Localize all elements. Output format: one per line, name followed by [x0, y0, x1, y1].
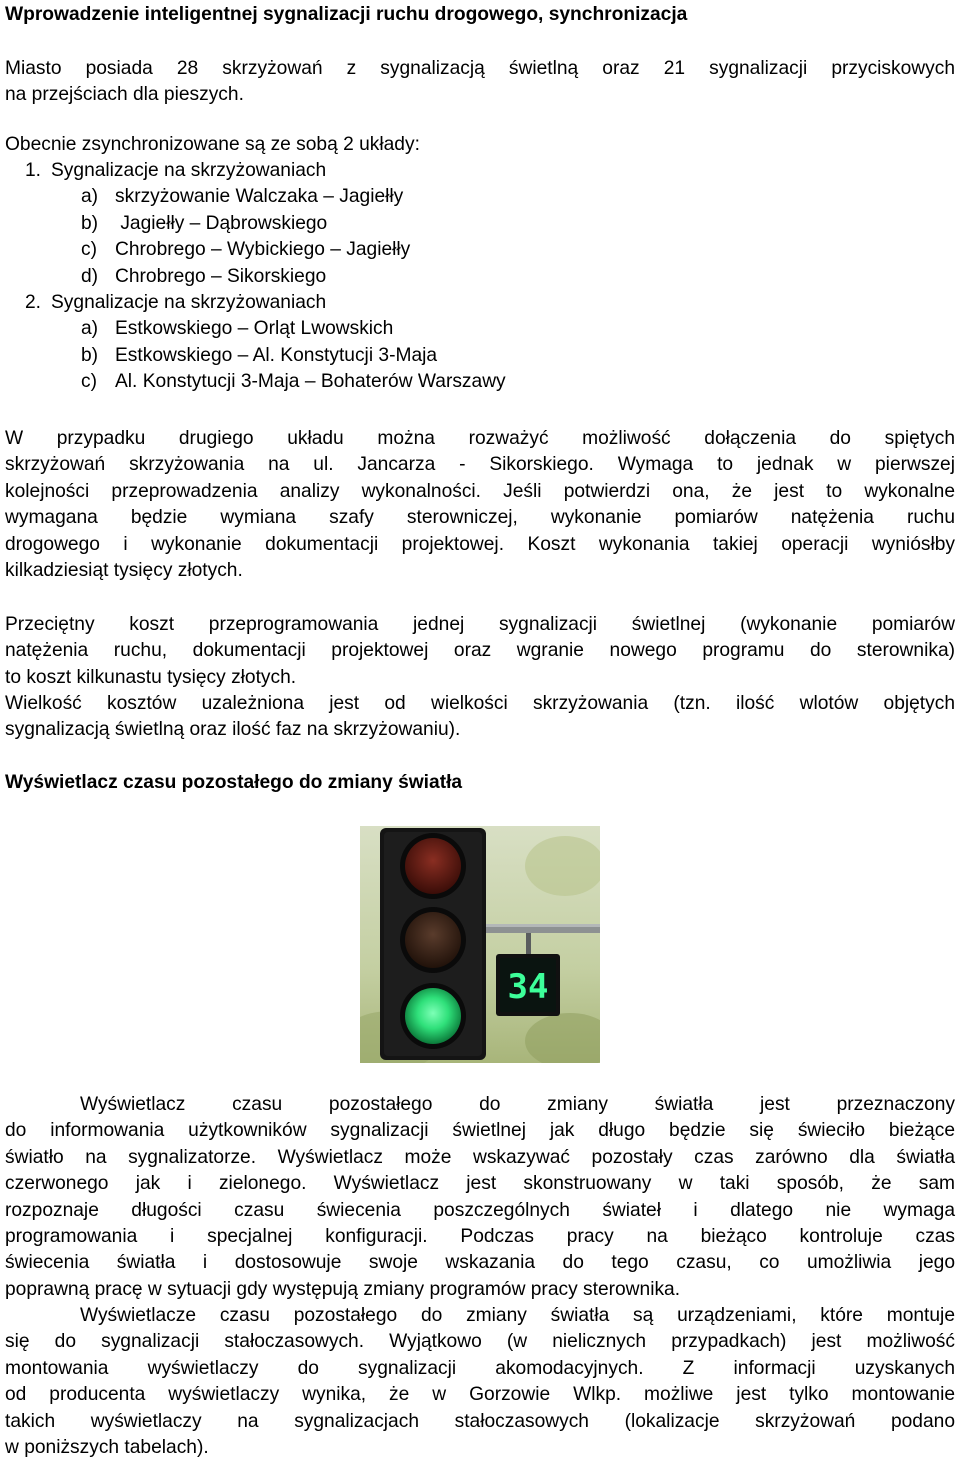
text-line: czerwonego jak i zielonego. Wyświetlacz jest skonstruowany w taki sposób, że sam	[5, 1173, 955, 1195]
text-line: na przejściach dla pieszych.	[5, 84, 244, 106]
list-letter: b)	[81, 344, 99, 366]
countdown-digits: 34	[507, 967, 549, 1007]
sync-intro: Obecnie zsynchronizowane są ze sobą 2 układy:	[5, 134, 420, 155]
list-number: 1.	[24, 160, 41, 181]
list-item	[5, 369, 506, 395]
text-line: wymagana będzie wymiana szafy sterowniczej, wykonanie pomiarów natężenia ruchu	[5, 507, 955, 529]
text-line: takich wyświetlaczy na sygnalizacjach stałoczasowych (lokalizacje skrzyżowań podano	[5, 1410, 955, 1432]
section-heading: Wyświetlacz czasu pozostałego do zmiany światła	[5, 772, 463, 793]
text-line: sygnalizacją świetlną oraz ilość faz na skrzyżowaniu).	[5, 719, 461, 741]
display-paragraph	[5, 1092, 955, 1303]
list-letter: a)	[81, 186, 99, 208]
second-system-paragraph	[5, 426, 955, 584]
text-line: kilkadziesiąt tysięcy złotych.	[5, 560, 243, 582]
intersection-name: Estkowskiego – Al. Konstytucji 3-Maja	[115, 344, 438, 366]
intersection-name: Jagiełły – Dąbrowskiego	[115, 212, 328, 234]
text-line-content: Wyświetlacze czasu pozostałego do zmiany światła są urządzeniami, które montuje	[80, 1305, 955, 1326]
list-number: 2.	[24, 292, 41, 314]
text-line: natężenia ruchu, dokumentacji projektowej oraz wgranie nowego programu do sterownika)	[5, 640, 955, 662]
systems-list	[5, 158, 506, 396]
red-lamp	[405, 838, 461, 894]
text-line: poprawną pracę w sytuacji gdy występują zmiany programów pracy sterownika.	[5, 1278, 681, 1300]
text-line: do informowania użytkowników sygnalizacji świetlnej jak długo będzie się świeciło bieżące	[5, 1120, 955, 1142]
mount-paragraph	[5, 1303, 955, 1461]
list-letter: b)	[81, 212, 99, 234]
list-letter: d)	[81, 265, 99, 287]
text-line	[5, 1092, 955, 1118]
list-item	[5, 343, 506, 369]
system-item	[5, 158, 506, 184]
text-line: W przypadku drugiego układu można rozważyć możliwość dołączenia do spiętych	[5, 428, 955, 449]
list-item	[5, 184, 506, 210]
text-line: Wielkość kosztów uzależniona jest od wielkości skrzyżowania (tzn. ilość wlotów objętych	[5, 693, 955, 714]
text-line: się do sygnalizacji stałoczasowych. Wyjątkowo (w nielicznych przypadkach) jest możliwość	[5, 1331, 955, 1353]
traffic-light-photo	[360, 826, 600, 1063]
text-line: świecenia światła i dostosowuje swoje wskazania do tego czasu, co umożliwia jego	[5, 1252, 955, 1274]
cost-paragraph	[5, 612, 955, 691]
system-label: Sygnalizacje na skrzyżowaniach	[51, 160, 327, 181]
text-line: Przeciętny koszt przeprogramowania jednej sygnalizacji świetlnej (wykonanie pomiarów	[5, 614, 955, 635]
intersection-name: Chrobrego – Sikorskiego	[115, 265, 327, 287]
text-line: programowania i specjalnej konfiguracji. Podczas pracy na bieżąco kontroluje czas	[5, 1226, 955, 1248]
text-line: w poniższych tabelach).	[5, 1437, 209, 1459]
list-item	[5, 316, 506, 342]
list-item	[5, 211, 506, 237]
list-letter: c)	[81, 371, 97, 393]
text-line: drogowego i wykonanie dokumentacji projektowej. Koszt wykonania takiej operacji wyniósłby	[5, 533, 955, 555]
intersection-name: Chrobrego – Wybickiego – Jagiełły	[115, 239, 411, 261]
amber-lamp	[405, 912, 461, 968]
page-title: Wprowadzenie inteligentnej sygnalizacji ruchu drogowego, synchronizacja	[5, 4, 688, 25]
list-letter: c)	[81, 239, 97, 261]
text-line: od producenta wyświetlaczy wynika, że w Gorzowie Wlkp. możliwe jest tylko montowanie	[5, 1384, 955, 1406]
green-lamp	[405, 988, 461, 1044]
text-line: to koszt kilkunastu tysięcy złotych.	[5, 666, 297, 688]
text-line: montowania wyświetlaczy do sygnalizacji akomodacyjnych. Z informacji uzyskanych	[5, 1357, 955, 1379]
text-line: światło na sygnalizatorze. Wyświetlacz może wskazywać pozostały czas zarówno dla światła	[5, 1146, 955, 1168]
list-item	[5, 237, 506, 263]
list-letter: a)	[81, 318, 99, 340]
text-line: skrzyżowań skrzyżowania na ul. Jancarza - Sikorskiego. Wymaga to jednak w pierwszej	[5, 454, 955, 476]
display-bracket	[526, 933, 531, 955]
list-item	[5, 264, 506, 290]
text-line	[5, 1303, 955, 1329]
text-line-content: Wyświetlacz czasu pozostałego do zmiany światła jest przeznaczony	[80, 1094, 955, 1115]
intersection-name: skrzyżowanie Walczaka – Jagiełły	[115, 186, 404, 208]
text-line: kolejności przeprowadzenia analizy wykonalności. Jeśli potwierdzi ona, że jest to wykonalne	[5, 480, 955, 502]
intersection-name: Estkowskiego – Orląt Lwowskich	[115, 318, 394, 340]
size-paragraph	[5, 691, 955, 744]
text-line: rozpoznaje długości czasu świecenia poszczególnych świateł i dlatego nie wymaga	[5, 1199, 955, 1221]
system-label: Sygnalizacje na skrzyżowaniach	[51, 292, 327, 314]
system-item	[5, 290, 506, 316]
intersection-name: Al. Konstytucji 3-Maja – Bohaterów Warszawy	[115, 371, 506, 393]
mast-arm-highlight	[478, 924, 600, 927]
intro-paragraph	[5, 56, 955, 109]
text-line: Miasto posiada 28 skrzyżowań z sygnalizacją świetlną oraz 21 sygnalizacji przyciskowych	[5, 58, 955, 79]
